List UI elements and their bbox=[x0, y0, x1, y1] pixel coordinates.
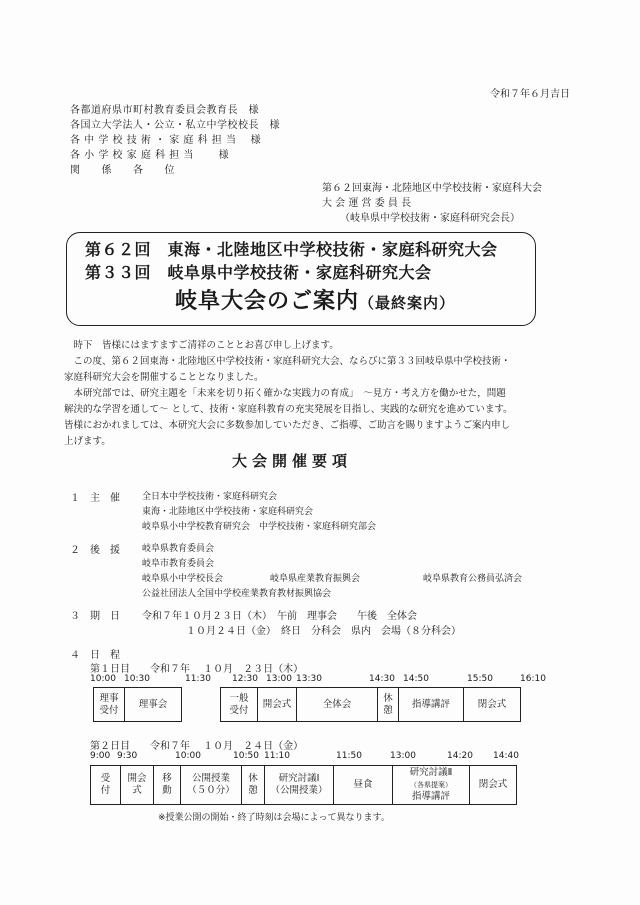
lunch-cell: 昼食 bbox=[334, 766, 393, 805]
title-line-1: 第６２回 東海・北陸地区中学校技術・家庭科研究大会 bbox=[85, 240, 498, 259]
sponsor-label: ２ 後 援 bbox=[70, 545, 120, 556]
day2-schedule-table bbox=[90, 765, 517, 805]
day1-schedule-table bbox=[93, 687, 521, 722]
body-line: 解決的な学習を通して～ として、技術・家庭科教育の充実発展を目指し、実践的な研究を進めています。 bbox=[64, 404, 513, 415]
time-label: 13:30 bbox=[296, 674, 322, 684]
time-label: 10:00 bbox=[175, 751, 201, 761]
recipient-line: 関 係 各 位 bbox=[70, 165, 175, 176]
time-label: 14:30 bbox=[369, 674, 395, 684]
guidance-review-cell: 指導講評 bbox=[399, 688, 464, 722]
research-discussion-1-cell: 研究討議Ⅰ （公開授業） bbox=[265, 766, 334, 805]
date-line: 令和７年１０月２３日（木） 午前 理事会 午後 全体会 bbox=[142, 611, 417, 622]
date-label: ３ 期 日 bbox=[70, 611, 120, 622]
time-label: 11:50 bbox=[336, 751, 362, 761]
transfer-cell: 移 動 bbox=[154, 766, 181, 805]
time-label: 13:00 bbox=[266, 674, 292, 684]
host-line: 岐阜県小中学校教育研究会 中学校技術・家庭科研究部会 bbox=[142, 522, 377, 532]
time-label: 10:30 bbox=[124, 674, 150, 684]
sponsor-line: 岐阜県産業教育振興会 bbox=[270, 574, 361, 584]
time-label: 14:20 bbox=[447, 751, 473, 761]
time-label: 10:00 bbox=[90, 674, 116, 684]
time-label: 13:00 bbox=[390, 751, 416, 761]
section-title: 大会開催要項 bbox=[232, 452, 353, 470]
host-line: 東海・北陸地区中学校技術・家庭科研究会 bbox=[142, 507, 314, 517]
closing-ceremony-cell: 閉会式 bbox=[464, 688, 521, 722]
title-line-2: 第３３回 岐阜県中学校技術・家庭科研究大会 bbox=[85, 263, 432, 282]
board-meeting-cell: 理事会 bbox=[125, 688, 182, 722]
time-label: 15:50 bbox=[467, 674, 493, 684]
opening-ceremony-cell: 開会 式 bbox=[121, 766, 154, 805]
break-cell: 休 憩 bbox=[378, 688, 399, 722]
body-line: 時下 皆様にはますますご清祥のこととお喜び申し上げます。 bbox=[64, 340, 339, 351]
reception-cell: 受 付 bbox=[91, 766, 121, 805]
recipient-line: 各都道府県市町村教育委員会教育長 様 bbox=[70, 105, 259, 116]
schedule-note: ※授業公開の開始・終了時刻は会場によって異なります。 bbox=[158, 813, 390, 823]
body-line: この度、第６２回東海・北陸地区中学校技術・家庭科研究大会、ならびに第３３回岐阜県中学校技術・ bbox=[64, 356, 511, 367]
time-label: 9:30 bbox=[117, 751, 138, 761]
board-reception-cell: 理事 受付 bbox=[94, 688, 125, 722]
body-line: 上げます。 bbox=[64, 436, 111, 447]
day2-header: 第２日目 令和７年 １０月 ２４日（金） bbox=[90, 741, 304, 752]
host-label: １ 主 催 bbox=[70, 493, 120, 504]
body-line: 本研究部では、研究主題を「未来を切り拓く確かな実践力の育成」 ～見方・考え方を働かせた，問題 bbox=[64, 388, 506, 399]
time-label: 11:10 bbox=[264, 751, 290, 761]
time-label: 9:00 bbox=[90, 751, 111, 761]
research-discussion-2-cell: 研究討議Ⅱ （各県提案） 指導講評 bbox=[393, 766, 470, 805]
schedule-label: ４ 日 程 bbox=[70, 650, 120, 661]
time-label: 10:50 bbox=[233, 751, 259, 761]
sponsor-line: 岐阜県小中学校長会 bbox=[142, 574, 224, 584]
sponsor-line: 岐阜県教育委員会 bbox=[142, 544, 215, 554]
time-label: 16:10 bbox=[520, 674, 546, 684]
page-title bbox=[175, 284, 455, 315]
general-reception-cell: 一般 受付 bbox=[221, 688, 258, 722]
recipient-line: 各国立大学法人・公立・私立中学校校長 様 bbox=[70, 120, 280, 131]
body-line: 家庭科研究大会を開催することとなりました。 bbox=[64, 372, 264, 383]
recipient-line: 各 小 学 校 家 庭 科 担 当 様 bbox=[70, 150, 230, 161]
time-label: 14:40 bbox=[493, 751, 519, 761]
time-label: 14:50 bbox=[403, 674, 429, 684]
host-line: 全日本中学校技術・家庭科研究会 bbox=[142, 492, 278, 502]
schedule-gap bbox=[182, 688, 221, 722]
sponsor-line: 岐阜県教育公務員弘済会 bbox=[423, 574, 523, 584]
opening-ceremony-cell: 開会式 bbox=[258, 688, 297, 722]
sponsor-line: 岐阜市教育委員会 bbox=[142, 559, 215, 569]
plenary-cell: 全体会 bbox=[297, 688, 378, 722]
organizer-line: （岐阜県中学校技術・家庭科研究会長） bbox=[340, 213, 520, 224]
issue-date: 令和７年６月吉日 bbox=[490, 89, 570, 100]
date-line: １０月２４日（金） 終日 分科会 県内 会場（８分科会） bbox=[186, 626, 461, 637]
title-sub: （最終案内） bbox=[359, 294, 456, 312]
time-label: 12:30 bbox=[232, 674, 258, 684]
body-line: 皆様におかれましては、本研究大会に多数参加していただき、ご指導、ご助言を賜りますようご案内申し bbox=[64, 420, 511, 431]
open-lesson-cell: 公開授業 （５０分） bbox=[181, 766, 242, 805]
organizer-line: 第６２回東海・北陸地区中学校技術・家庭科大会 bbox=[322, 183, 542, 194]
title-main: 岐阜大会のご案内 bbox=[175, 289, 360, 314]
day1-header: 第１日目 令和７年 １０月 ２３日（木） bbox=[90, 664, 304, 675]
recipient-line: 各 中 学 校 技 術 ・ 家 庭 科 担 当 様 bbox=[70, 135, 262, 146]
time-label: 11:30 bbox=[185, 674, 211, 684]
break-cell: 休 憩 bbox=[242, 766, 265, 805]
sponsor-line: 公益社団法人全国中学校産業教育教材振興協会 bbox=[142, 589, 332, 599]
closing-ceremony-cell: 閉会式 bbox=[470, 766, 517, 805]
organizer-line: 大 会 運 営 委 員 長 bbox=[322, 198, 412, 209]
